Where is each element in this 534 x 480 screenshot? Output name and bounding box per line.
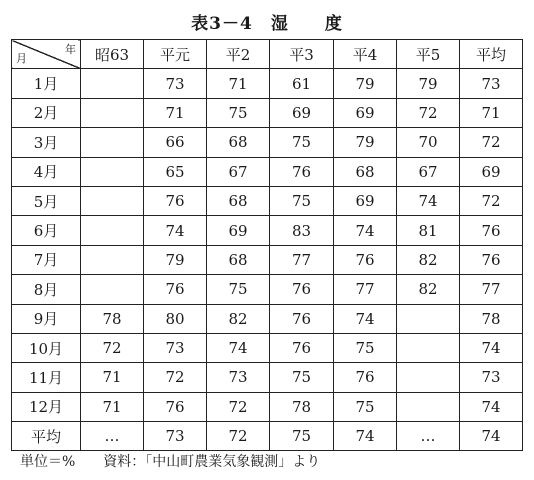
table-cell: … [397, 422, 460, 451]
table-body [12, 69, 523, 451]
table-row [12, 422, 523, 451]
table-cell: 76 [460, 245, 523, 274]
row-label: 1月 [12, 69, 81, 98]
table-cell: 70 [397, 128, 460, 157]
row-label: 9月 [12, 304, 81, 333]
row-label: 11月 [12, 363, 81, 392]
table-cell: 78 [81, 304, 144, 333]
header-row [12, 40, 523, 69]
column-header: 平均 [460, 40, 523, 69]
column-header: 平4 [334, 40, 397, 69]
humidity-table [11, 39, 523, 451]
table-cell: 73 [144, 69, 207, 98]
table-cell: 78 [270, 392, 334, 421]
table-row [12, 392, 523, 421]
table-cell: 82 [397, 245, 460, 274]
table-cell: 75 [270, 422, 334, 451]
table-cell: 74 [334, 422, 397, 451]
table-cell: 78 [460, 304, 523, 333]
table-cell: 74 [334, 216, 397, 245]
row-label: 10月 [12, 333, 81, 362]
table-cell: 67 [397, 157, 460, 186]
row-label: 8月 [12, 275, 81, 304]
table-cell [81, 275, 144, 304]
table-cell: 65 [144, 157, 207, 186]
table-cell: 69 [334, 186, 397, 215]
table-cell: 79 [144, 245, 207, 274]
table-row [12, 186, 523, 215]
table-cell: 83 [270, 216, 334, 245]
table-cell: 75 [334, 392, 397, 421]
table-cell: 73 [144, 422, 207, 451]
table-cell: 77 [334, 275, 397, 304]
table-cell: 80 [144, 304, 207, 333]
table-row [12, 333, 523, 362]
table-cell: 76 [144, 275, 207, 304]
table-cell: 76 [270, 333, 334, 362]
table-cell: 72 [207, 422, 270, 451]
table-row [12, 363, 523, 392]
table-cell: 68 [207, 245, 270, 274]
table-row [12, 69, 523, 98]
table-cell: 79 [334, 128, 397, 157]
table-cell: 73 [460, 363, 523, 392]
table-cell: 72 [460, 186, 523, 215]
table-cell: 76 [270, 157, 334, 186]
table-cell: 68 [207, 128, 270, 157]
table-cell: 77 [270, 245, 334, 274]
table-cell: 73 [207, 363, 270, 392]
column-header: 平2 [207, 40, 270, 69]
table-cell: 75 [270, 186, 334, 215]
table-cell: 75 [207, 98, 270, 127]
table-cell: 75 [207, 275, 270, 304]
table-cell: 71 [81, 392, 144, 421]
table-cell: 66 [144, 128, 207, 157]
table-cell [397, 392, 460, 421]
row-label: 平均 [12, 422, 81, 451]
table-cell: 73 [460, 69, 523, 98]
row-label: 6月 [12, 216, 81, 245]
table-cell: 77 [460, 275, 523, 304]
table-cell [81, 128, 144, 157]
table-cell: 72 [81, 333, 144, 362]
column-header: 平5 [397, 40, 460, 69]
table-cell: 82 [397, 275, 460, 304]
table-cell: 74 [460, 392, 523, 421]
row-label: 4月 [12, 157, 81, 186]
table-cell: 76 [144, 186, 207, 215]
table-cell: 71 [144, 98, 207, 127]
table-cell: 69 [334, 98, 397, 127]
table-cell [81, 245, 144, 274]
table-cell [397, 333, 460, 362]
table-cell: 76 [334, 363, 397, 392]
table-cell: 75 [334, 333, 397, 362]
table-cell: 75 [270, 363, 334, 392]
table-title: 表3－4 湿 度 [191, 14, 343, 34]
table-row [12, 216, 523, 245]
table-cell: 74 [460, 422, 523, 451]
table-cell: 61 [270, 69, 334, 98]
table-cell: 71 [207, 69, 270, 98]
row-label: 5月 [12, 186, 81, 215]
table-cell: 79 [334, 69, 397, 98]
table-cell: 71 [81, 363, 144, 392]
table-cell: 76 [460, 216, 523, 245]
column-header: 昭63 [81, 40, 144, 69]
row-label: 12月 [12, 392, 81, 421]
table-cell: 74 [334, 304, 397, 333]
table-cell: 74 [397, 186, 460, 215]
corner-cell [12, 40, 81, 69]
table-cell: 76 [334, 245, 397, 274]
table-cell: 69 [460, 157, 523, 186]
table-cell: 72 [397, 98, 460, 127]
table-row [12, 304, 523, 333]
table-row [12, 275, 523, 304]
column-header: 平3 [270, 40, 334, 69]
table-cell: 71 [460, 98, 523, 127]
table-cell: 73 [144, 333, 207, 362]
table-cell [81, 216, 144, 245]
table-cell: … [81, 422, 144, 451]
table-cell: 72 [144, 363, 207, 392]
table-cell: 75 [270, 128, 334, 157]
table-cell [397, 363, 460, 392]
corner-year-label: 年 [65, 43, 76, 56]
table-cell: 69 [207, 216, 270, 245]
table-cell: 79 [397, 69, 460, 98]
row-label: 3月 [12, 128, 81, 157]
table-cell: 74 [460, 333, 523, 362]
table-row [12, 128, 523, 157]
row-label: 7月 [12, 245, 81, 274]
source-footnote: 単位＝% 資料：「中山町農業気象観測」より [20, 454, 321, 470]
table-cell [81, 186, 144, 215]
table-cell: 76 [270, 304, 334, 333]
table-cell: 82 [207, 304, 270, 333]
column-header: 平元 [144, 40, 207, 69]
table-cell: 72 [460, 128, 523, 157]
table-cell: 68 [207, 186, 270, 215]
table-cell: 74 [207, 333, 270, 362]
table-cell [81, 98, 144, 127]
table-cell: 74 [144, 216, 207, 245]
table-row [12, 98, 523, 127]
table-cell: 68 [334, 157, 397, 186]
table-cell: 72 [207, 392, 270, 421]
table-cell [81, 69, 144, 98]
corner-month-label: 月 [16, 52, 27, 66]
table-cell [397, 304, 460, 333]
table-cell: 76 [270, 275, 334, 304]
table-cell: 69 [270, 98, 334, 127]
table-row [12, 245, 523, 274]
table-cell: 76 [144, 392, 207, 421]
table-cell: 81 [397, 216, 460, 245]
table-cell: 67 [207, 157, 270, 186]
row-label: 2月 [12, 98, 81, 127]
table-row [12, 157, 523, 186]
table-cell [81, 157, 144, 186]
